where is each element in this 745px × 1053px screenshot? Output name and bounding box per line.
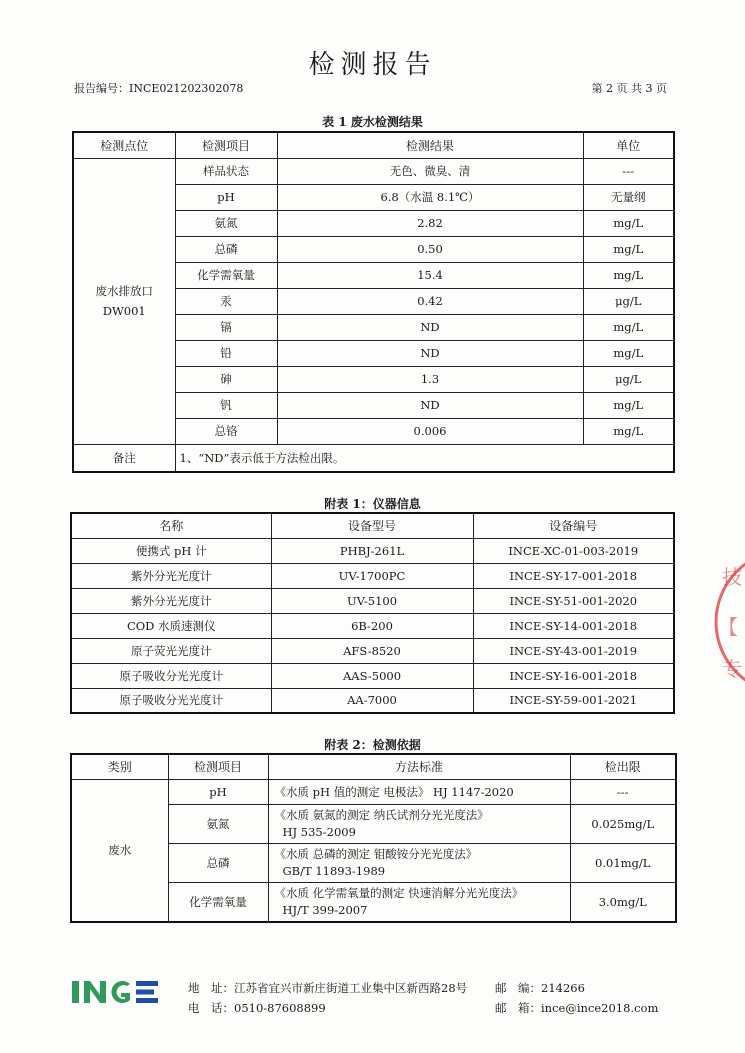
- wastewater-results-table: [72, 131, 675, 473]
- instrument-model: 6B-200: [271, 613, 473, 638]
- table1-caption: 表 1 废水检测结果: [322, 115, 423, 129]
- result-cell: 2.82: [277, 210, 583, 236]
- remark-label: 备注: [73, 444, 175, 472]
- result-cell: ND: [277, 314, 583, 340]
- table-header-row: [71, 513, 674, 538]
- instrument-name: 原子吸收分光光度计: [71, 688, 271, 713]
- result-cell: 无色、微臭、清: [277, 158, 583, 184]
- unit-cell: mg/L: [583, 340, 674, 366]
- company-logo: [72, 978, 162, 1006]
- table-row: [71, 613, 674, 638]
- report-number: 报告编号：INCE021202302078: [74, 82, 244, 95]
- item-cell: pH: [168, 779, 268, 804]
- footer-postcode: 邮 编：214266: [495, 981, 585, 995]
- category-cell: 废水: [71, 779, 168, 922]
- header-code: 设备编号: [473, 513, 674, 538]
- header-result: 检测结果: [277, 132, 583, 158]
- method-cell: [268, 843, 570, 882]
- table3-caption: 附表 2：检测依据: [324, 738, 421, 752]
- item-cell: 总磷: [175, 236, 277, 262]
- method-cell: [268, 779, 570, 804]
- red-stamp-partial: [708, 548, 745, 696]
- table-row: [71, 563, 674, 588]
- instrument-code: INCE-SY-16-001-2018: [473, 663, 674, 688]
- instrument-table: [70, 512, 675, 714]
- remark-row: [73, 444, 674, 472]
- instrument-name: 原子吸收分光光度计: [71, 663, 271, 688]
- limit-cell: 0.025mg/L: [570, 804, 676, 843]
- header-category: 类别: [71, 754, 168, 779]
- instrument-code: INCE-SY-51-001-2020: [473, 588, 674, 613]
- instrument-code: INCE-SY-14-001-2018: [473, 613, 674, 638]
- table-header-row: [73, 132, 674, 158]
- table-row: [71, 663, 674, 688]
- unit-cell: ---: [583, 158, 674, 184]
- method-line-1: 《水质 氨氮的测定 纳氏试剂分光光度法》: [274, 807, 489, 822]
- instrument-model: UV-5100: [271, 588, 473, 613]
- table-header-row: [71, 754, 676, 779]
- result-cell: 0.006: [277, 418, 583, 444]
- svg-text:专: 专: [722, 657, 742, 681]
- item-cell: 镉: [175, 314, 277, 340]
- header-name: 名称: [71, 513, 271, 538]
- unit-cell: mg/L: [583, 392, 674, 418]
- result-cell: 0.50: [277, 236, 583, 262]
- result-cell: ND: [277, 392, 583, 418]
- item-cell: 化学需氧量: [168, 882, 268, 922]
- test-basis-table: [70, 753, 677, 923]
- instrument-model: AFS-8520: [271, 638, 473, 663]
- sampling-point-cell: [73, 158, 175, 444]
- method-line-1: 《水质 化学需氧量的测定 快速消解分光光度法》: [274, 885, 524, 900]
- instrument-name: 便携式 pH 计: [71, 538, 271, 563]
- item-cell: 氨氮: [175, 210, 277, 236]
- unit-cell: μg/L: [583, 288, 674, 314]
- instrument-model: PHBJ-261L: [271, 538, 473, 563]
- unit-cell: mg/L: [583, 418, 674, 444]
- item-cell: 氨氮: [168, 804, 268, 843]
- footer-email: 邮 箱：ince@ince2018.com: [495, 1001, 659, 1015]
- table-row: [71, 779, 676, 804]
- method-line-1: 《水质 pH 值的测定 电极法》 HJ 1147-2020: [274, 784, 514, 799]
- sampling-point-code: DW001: [102, 304, 146, 318]
- table2-caption: 附表 1：仪器信息: [324, 497, 421, 511]
- result-cell: 1.3: [277, 366, 583, 392]
- unit-cell: mg/L: [583, 314, 674, 340]
- item-cell: pH: [175, 184, 277, 210]
- header-method: 方法标准: [268, 754, 570, 779]
- sampling-point-name: 废水排放口: [95, 284, 153, 298]
- remark-text: 1、“ND”表示低于方法检出限。: [175, 444, 674, 472]
- table-row: [71, 638, 674, 663]
- item-cell: 总铬: [175, 418, 277, 444]
- table-row: [71, 588, 674, 613]
- item-cell: 样品状态: [175, 158, 277, 184]
- method-line-2: HJ 535-2009: [282, 824, 356, 839]
- instrument-name: 紫外分光光度计: [71, 563, 271, 588]
- header-model: 设备型号: [271, 513, 473, 538]
- limit-cell: ---: [570, 779, 676, 804]
- method-cell: [268, 804, 570, 843]
- limit-cell: 0.01mg/L: [570, 843, 676, 882]
- item-cell: 化学需氧量: [175, 262, 277, 288]
- header-point: 检测点位: [73, 132, 175, 158]
- method-line-2: GB/T 11893-1989: [282, 863, 386, 878]
- instrument-code: INCE-XC-01-003-2019: [473, 538, 674, 563]
- unit-cell: mg/L: [583, 210, 674, 236]
- instrument-code: INCE-SY-59-001-2021: [473, 688, 674, 713]
- item-cell: 钒: [175, 392, 277, 418]
- result-cell: ND: [277, 340, 583, 366]
- instrument-model: AA-7000: [271, 688, 473, 713]
- limit-cell: 3.0mg/L: [570, 882, 676, 922]
- item-cell: 铅: [175, 340, 277, 366]
- method-line-2: HJ/T 399-2007: [282, 902, 368, 917]
- instrument-model: UV-1700PC: [271, 563, 473, 588]
- header-unit: 单位: [583, 132, 674, 158]
- instrument-name: 原子荧光光度计: [71, 638, 271, 663]
- method-line-1: 《水质 总磷的测定 钼酸铵分光光度法》: [274, 846, 478, 861]
- item-cell: 总磷: [168, 843, 268, 882]
- unit-cell: mg/L: [583, 236, 674, 262]
- page-title: 检测报告: [308, 50, 437, 80]
- instrument-name: 紫外分光光度计: [71, 588, 271, 613]
- svg-text:技: 技: [722, 565, 742, 589]
- result-cell: 6.8（水温 8.1℃）: [277, 184, 583, 210]
- header-item: 检测项目: [175, 132, 277, 158]
- table-row: [71, 538, 674, 563]
- instrument-code: INCE-SY-17-001-2018: [473, 563, 674, 588]
- result-cell: 0.42: [277, 288, 583, 314]
- unit-cell: 无量纲: [583, 184, 674, 210]
- svg-text:【: 【: [718, 615, 738, 639]
- unit-cell: mg/L: [583, 262, 674, 288]
- result-cell: 15.4: [277, 262, 583, 288]
- instrument-code: INCE-SY-43-001-2019: [473, 638, 674, 663]
- table-row: [71, 688, 674, 713]
- footer-address: 地 址：江苏省宜兴市新庄街道工业集中区新西路28号: [188, 981, 468, 995]
- item-cell: 汞: [175, 288, 277, 314]
- instrument-name: COD 水质速测仪: [71, 613, 271, 638]
- instrument-model: AAS-5000: [271, 663, 473, 688]
- header-limit: 检出限: [570, 754, 676, 779]
- footer-phone: 电 话：0510-87608899: [188, 1001, 326, 1015]
- header-item: 检测项目: [168, 754, 268, 779]
- page-number: 第 2 页 共 3 页: [591, 82, 667, 95]
- table-row: [73, 158, 674, 184]
- unit-cell: μg/L: [583, 366, 674, 392]
- item-cell: 砷: [175, 366, 277, 392]
- method-cell: [268, 882, 570, 922]
